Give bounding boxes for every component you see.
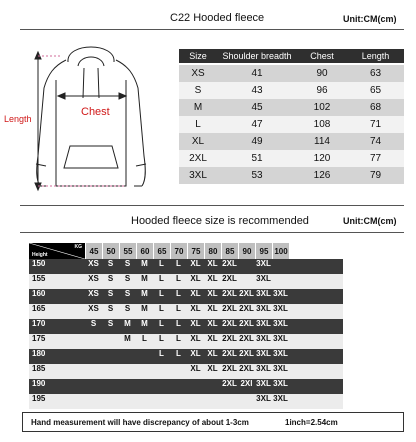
note-discrepancy: Hand measurement will have discrepancy of about 1-3cm <box>31 417 249 427</box>
note-inch-conversion: 1inch=2.54cm <box>285 417 338 427</box>
weight-header: 85 <box>222 243 238 259</box>
size-cell: 3XL <box>256 259 271 268</box>
height-cell: 165 <box>32 304 46 313</box>
col-chest: Chest <box>310 51 334 61</box>
size-cell: XL <box>207 289 218 298</box>
size-cell <box>102 364 119 379</box>
size-cell <box>170 394 187 409</box>
size-cell: XS <box>88 259 99 268</box>
size-cell: L <box>159 259 164 268</box>
size-cell: XL <box>190 274 201 283</box>
shoulder-cell: 51 <box>251 153 263 164</box>
size-cell: 3XL <box>189 170 207 181</box>
size-cell <box>85 379 102 394</box>
size-cell: XS <box>88 304 99 313</box>
size-cell <box>136 394 153 409</box>
size-row <box>179 167 404 184</box>
size-cell <box>153 364 170 379</box>
size-cell: L <box>176 334 181 343</box>
size-cell: 2XL <box>222 319 237 328</box>
recommend-unit: Unit:CM(cm) <box>343 216 397 226</box>
size-cell: 3XL <box>256 289 271 298</box>
size-cell: S <box>107 304 114 313</box>
chest-label: Chest <box>81 106 110 118</box>
col-length: Length <box>361 51 390 61</box>
size-cell <box>85 334 102 349</box>
recommend-row <box>29 349 343 364</box>
size-cell: L <box>159 289 164 298</box>
length-cell: 77 <box>369 153 382 164</box>
chest-cell: 90 <box>316 68 328 79</box>
size-cell <box>272 259 289 274</box>
shoulder-cell: 53 <box>251 170 263 181</box>
recommend-title: Hooded fleece size is recommended <box>131 215 309 227</box>
recommend-row <box>29 379 343 394</box>
size-cell: XL <box>190 289 201 298</box>
chest-cell: 108 <box>313 119 331 130</box>
size-cell: 3XL <box>256 394 271 403</box>
size-cell: XS <box>88 289 99 298</box>
chest-cell: 114 <box>314 136 330 147</box>
size-cell: 2XL <box>222 379 237 388</box>
length-cell: 65 <box>369 85 382 96</box>
recommend-row <box>29 304 343 319</box>
size-cell: 3XL <box>273 289 288 298</box>
size-cell: M <box>141 319 148 328</box>
height-cell: 175 <box>32 334 46 343</box>
recommend-row <box>29 334 343 349</box>
size-cell: 2XL <box>239 319 254 328</box>
size-cell <box>238 259 255 274</box>
size-cell: L <box>176 304 181 313</box>
length-cell: 63 <box>369 68 382 79</box>
length-cell: 71 <box>369 119 382 130</box>
size-cell: S <box>107 319 114 328</box>
size-cell: 2XL <box>239 289 254 298</box>
size-cell: S <box>124 259 131 268</box>
recommend-row <box>29 394 343 409</box>
corner-height: Height <box>32 252 48 258</box>
length-cell: 79 <box>369 170 382 181</box>
height-cell: 160 <box>32 289 46 298</box>
size-cell: M <box>141 289 148 298</box>
shoulder-cell: 43 <box>251 85 263 96</box>
size-cell: 2XL <box>222 349 237 358</box>
size-cell: 2XL <box>189 153 207 164</box>
weight-header: 75 <box>188 243 204 259</box>
size-cell: L <box>142 334 147 343</box>
length-cell: 68 <box>369 102 382 113</box>
weight-header: 95 <box>256 243 272 259</box>
recommend-row <box>29 364 343 379</box>
size-cell <box>221 394 238 409</box>
size-row <box>179 99 404 116</box>
size-cell: XL <box>207 334 218 343</box>
size-row <box>179 65 404 82</box>
height-cell: 185 <box>32 364 46 373</box>
size-chart-unit: Unit:CM(cm) <box>343 14 397 24</box>
size-cell: 2XL <box>222 334 237 343</box>
size-cell: M <box>141 274 148 283</box>
height-cell: 190 <box>32 379 46 388</box>
size-cell: XL <box>207 274 218 283</box>
size-cell: 3XL <box>256 334 271 343</box>
size-cell <box>119 364 136 379</box>
recommend-row <box>29 289 343 304</box>
size-row <box>179 82 404 99</box>
size-cell <box>119 349 136 364</box>
size-cell: XL <box>190 349 201 358</box>
shoulder-cell: 45 <box>251 102 263 113</box>
size-cell <box>102 334 119 349</box>
size-cell: 2XL <box>239 334 254 343</box>
size-cell: 2XL <box>222 289 237 298</box>
size-cell <box>136 364 153 379</box>
shoulder-cell: 47 <box>251 119 263 130</box>
size-cell: XL <box>207 259 218 268</box>
size-cell <box>153 379 170 394</box>
length-cell: 74 <box>369 136 382 147</box>
size-cell: S <box>194 85 202 96</box>
chest-cell: 96 <box>316 85 328 96</box>
size-cell: XS <box>88 274 99 283</box>
size-cell: XL <box>190 334 201 343</box>
size-cell: 3XL <box>273 364 288 373</box>
recommend-table-header <box>29 243 289 259</box>
size-row <box>179 116 404 133</box>
size-cell: S <box>124 304 131 313</box>
size-cell: L <box>176 319 181 328</box>
chest-cell: 126 <box>313 170 331 181</box>
size-cell: 2XL <box>222 364 237 373</box>
size-cell: 3XL <box>256 349 271 358</box>
size-cell <box>85 349 102 364</box>
weight-header: 50 <box>103 243 119 259</box>
height-cell: 155 <box>32 274 46 283</box>
weight-header: 70 <box>171 243 187 259</box>
size-cell <box>153 394 170 409</box>
size-cell <box>85 364 102 379</box>
height-cell: 170 <box>32 319 46 328</box>
size-cell: L <box>176 259 181 268</box>
size-cell: S <box>90 319 97 328</box>
height-cell: 180 <box>32 349 46 358</box>
size-cell: L <box>159 274 164 283</box>
size-cell <box>187 379 204 394</box>
size-cell: XL <box>207 304 218 313</box>
size-cell: XL <box>191 136 205 147</box>
weight-header: 45 <box>86 243 102 259</box>
size-cell: 3XL <box>256 304 271 313</box>
recommend-row <box>29 274 343 289</box>
size-cell: S <box>124 274 131 283</box>
size-cell: L <box>195 119 201 130</box>
size-cell: XL <box>190 259 201 268</box>
size-cell <box>136 379 153 394</box>
size-cell: S <box>107 259 114 268</box>
weight-header: 90 <box>239 243 255 259</box>
size-cell: M <box>124 319 131 328</box>
col-shoulder: Shoulder breadth <box>222 51 292 61</box>
size-cell <box>136 349 153 364</box>
weight-header: 55 <box>120 243 136 259</box>
col-size: Size <box>189 51 207 61</box>
size-table-header <box>179 49 404 63</box>
size-cell: 2XL <box>222 259 237 268</box>
size-cell: 3XL <box>273 304 288 313</box>
size-cell: 2XL <box>222 304 237 313</box>
size-row <box>179 150 404 167</box>
size-cell <box>238 274 255 289</box>
length-label: Length <box>4 114 32 124</box>
size-cell: 3XL <box>256 274 271 283</box>
size-cell: XL <box>190 319 201 328</box>
size-cell <box>102 394 119 409</box>
size-cell: L <box>159 304 164 313</box>
middle-divider <box>20 205 404 206</box>
size-cell: 3XL <box>273 334 288 343</box>
size-cell: M <box>141 304 148 313</box>
size-cell <box>204 394 221 409</box>
size-cell: M <box>124 334 131 343</box>
height-cell: 195 <box>32 394 46 403</box>
size-chart-title: C22 Hooded fleece <box>170 12 265 24</box>
size-cell <box>187 394 204 409</box>
corner-weight: KG <box>74 244 82 250</box>
size-cell: 3XL <box>273 379 288 388</box>
height-cell: 150 <box>32 259 46 268</box>
size-cell: 3XL <box>256 364 271 373</box>
size-cell: 3XL <box>273 394 288 403</box>
shoulder-cell: 49 <box>251 136 263 147</box>
size-cell: L <box>159 319 164 328</box>
measurement-note <box>22 412 404 432</box>
size-cell: 3XL <box>273 319 288 328</box>
size-cell <box>238 394 255 409</box>
top-divider <box>20 29 404 30</box>
size-cell: 2XL <box>222 274 237 283</box>
size-cell: XL <box>207 364 218 373</box>
chest-cell: 120 <box>313 153 331 164</box>
recommend-divider <box>20 232 404 233</box>
size-cell: M <box>141 259 148 268</box>
size-cell <box>102 379 119 394</box>
size-cell: XS <box>191 68 205 79</box>
shoulder-cell: 41 <box>251 68 263 79</box>
size-cell: XL <box>190 304 201 313</box>
size-cell <box>272 274 289 289</box>
size-cell: S <box>107 289 114 298</box>
size-cell <box>102 349 119 364</box>
weight-header: 60 <box>137 243 153 259</box>
size-cell: 3XL <box>256 319 271 328</box>
size-cell: L <box>159 349 164 358</box>
size-cell: S <box>124 289 131 298</box>
size-cell: XL <box>207 319 218 328</box>
size-row <box>179 133 404 150</box>
chest-cell: 102 <box>313 102 331 113</box>
size-cell: 2Xl <box>240 379 253 388</box>
size-cell: L <box>159 334 164 343</box>
size-cell: L <box>176 274 181 283</box>
size-cell: L <box>176 349 181 358</box>
size-cell <box>170 379 187 394</box>
weight-header: 65 <box>154 243 170 259</box>
size-cell: M <box>193 102 203 113</box>
corner-cell <box>29 243 85 259</box>
size-cell <box>170 364 187 379</box>
size-cell: 2XL <box>239 349 254 358</box>
weight-header: 80 <box>205 243 221 259</box>
size-cell: S <box>107 274 114 283</box>
size-cell <box>119 379 136 394</box>
size-cell: L <box>176 289 181 298</box>
size-cell <box>119 394 136 409</box>
size-cell: XL <box>207 349 218 358</box>
recommend-row <box>29 319 343 334</box>
size-cell: 3XL <box>256 379 271 388</box>
size-cell: 2XL <box>239 364 254 373</box>
size-cell: 3XL <box>273 349 288 358</box>
size-cell: XL <box>190 364 201 373</box>
size-cell: 2XL <box>239 304 254 313</box>
weight-header: 100 <box>273 243 289 259</box>
size-cell <box>85 394 102 409</box>
recommend-row <box>29 259 343 274</box>
size-cell <box>204 379 221 394</box>
